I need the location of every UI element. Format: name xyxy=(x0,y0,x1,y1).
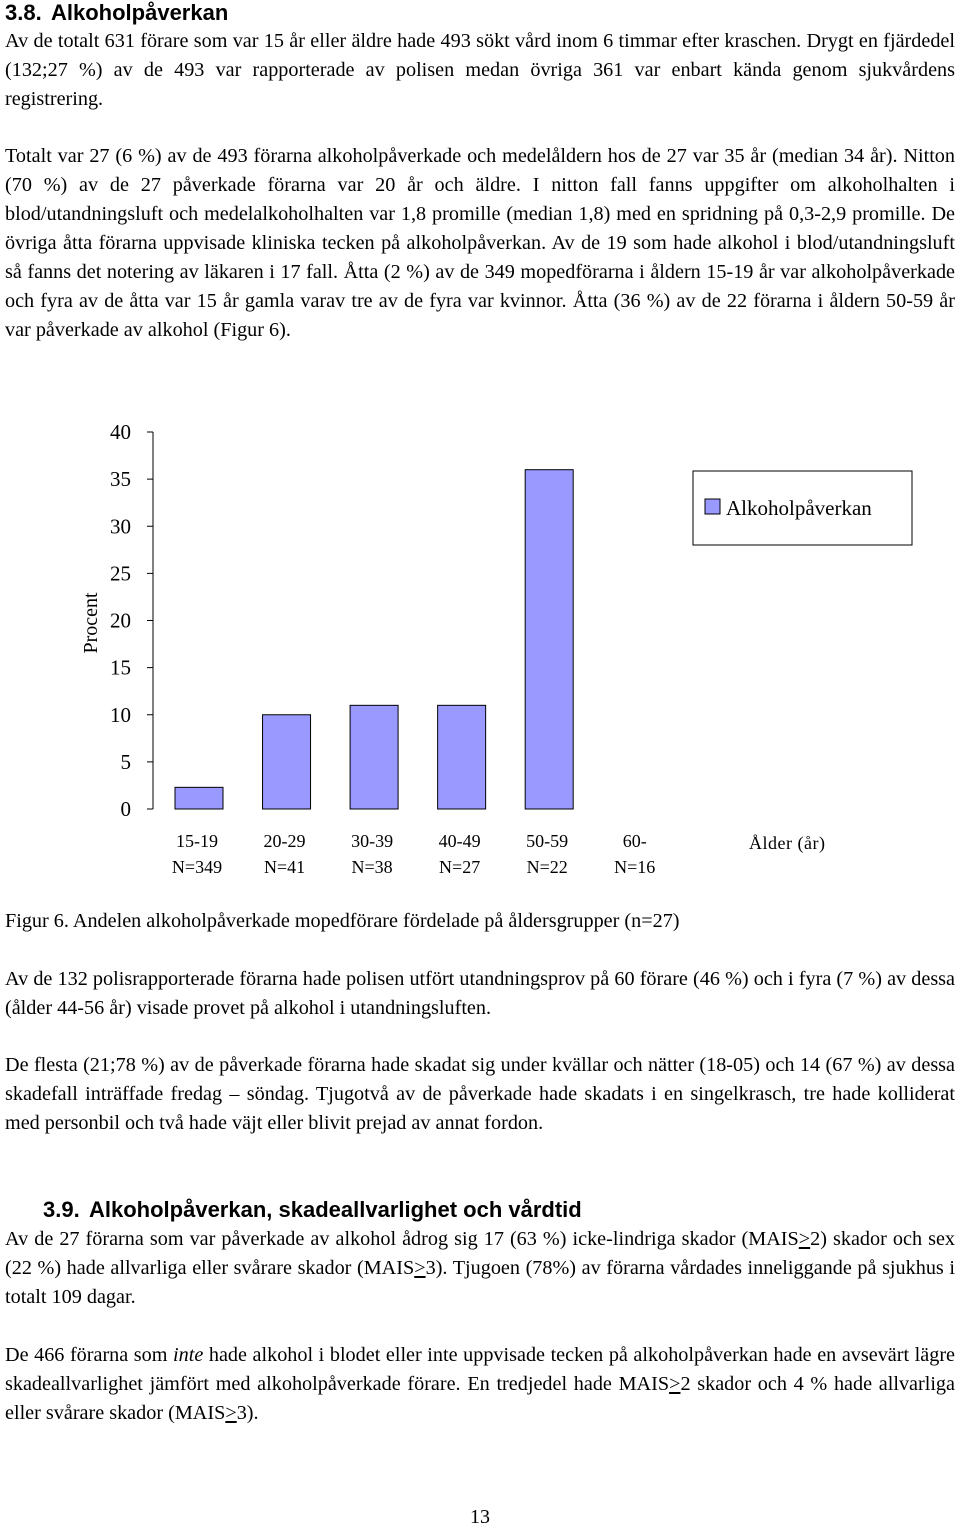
section-number: 3.9. xyxy=(43,1197,80,1222)
text-run: 2 skador och 4 % hade allvarliga eller svårare skador (MAIS xyxy=(5,1373,955,1424)
y-axis-label: Procent xyxy=(80,592,102,654)
ge-symbol: > xyxy=(669,1373,681,1395)
x-tick-label: 30-39 xyxy=(351,831,394,851)
y-tick-label: 5 xyxy=(120,749,131,774)
section-title: Alkoholpåverkan, skadeallvarlighet och vårdtid xyxy=(89,1197,582,1222)
y-tick-label: 30 xyxy=(110,514,131,539)
legend-swatch xyxy=(705,499,720,514)
legend xyxy=(693,471,912,545)
section-heading-3-8 xyxy=(5,0,228,26)
x-tick-sample-size: N=22 xyxy=(526,857,568,875)
x-tick-label: 20-29 xyxy=(263,831,306,851)
bar xyxy=(175,787,223,809)
text-run: 3). xyxy=(236,1402,259,1424)
section-title: Alkoholpåverkan xyxy=(51,0,229,25)
paragraph-alcohol-summary: Totalt var 27 (6 %) av de 493 förarna alkoholpåverkade och medelåldern hos de 27 var 35 år (median 34 år). Nitton (70 %) av de 27 påverkade förarna var 20 år och äldre. I nitton fall fanns uppgifter om alkoholhalten i blod/utandningsluft och medelalkoholhalten var 1,8 promille (median 1,8) med en spridning på 0,3-2,9 promille. De övriga åtta förarna uppvisade kliniska tecken på alkoholpåverkan. Av de 19 som hade alkohol i blod/utandningsluft så fanns det notering av läkaren i 17 fall. Åtta (2 %) av de 349 mopedförarna i åldern 15-19 år var alkoholpåverkade och fyra av de åtta var 15 år gamla varav tre av de fyra var kvinnor. Åtta (36 %) av de 22 förarna i åldern 50-59 år var påverkade av alkohol (Figur 6). xyxy=(5,145,955,341)
x-tick-label: 60- xyxy=(622,831,647,851)
x-tick-sample-size: N=38 xyxy=(351,857,393,875)
page-number: 13 xyxy=(470,1506,490,1528)
bar xyxy=(525,470,573,809)
bar-chart xyxy=(5,415,955,875)
x-tick-label: 15-19 xyxy=(176,831,218,851)
text-run: 3). Tjugoen (78%) av förarna vårdades inneliggande på sjukhus i totalt 109 dagar. xyxy=(5,1257,955,1308)
x-axis-label: Ålder (år) xyxy=(749,833,826,853)
bars xyxy=(175,470,573,809)
x-tick-sample-size: N=41 xyxy=(263,857,306,875)
x-axis-labels xyxy=(172,831,655,875)
ge-symbol: > xyxy=(798,1228,811,1250)
paragraph-time-of-day: De flesta (21;78 %) av de påverkade förarna hade skadat sig under kvällar och nätter (18-05) och 14 (67 %) av dessa skadefall inträffade fredag – söndag. Tjugotvå av de påverkade hade skadats i en singelkrasch, tre hade kolliderat med personbil och två hade väjt eller blivit prejad av annat fordon. xyxy=(5,1054,955,1134)
bar xyxy=(263,715,311,809)
legend-label: Alkoholpåverkan xyxy=(726,496,872,520)
x-tick-label: 50-59 xyxy=(526,831,569,851)
ge-symbol: > xyxy=(225,1402,237,1424)
y-tick-label: 15 xyxy=(110,655,131,680)
text-run: Av de 27 förarna som var påverkade av alkohol ådrog sig 17 (63 %) icke-lindriga skador (MAIS xyxy=(5,1228,799,1250)
paragraph-breath-test: Av de 132 polisrapporterade förarna hade polisen utfört utandningsprov på 60 förare (46 %) och i fyra (7 %) av dessa (ålder 44-56 år) visade provet på alkohol i utandningsluften. xyxy=(5,968,955,1019)
x-tick-sample-size: N=27 xyxy=(439,857,481,875)
paragraph-injury-severity xyxy=(5,1225,955,1312)
bar xyxy=(438,705,486,809)
section-heading-3-9 xyxy=(43,1197,582,1223)
section-number: 3.8. xyxy=(5,0,42,25)
text-run: De 466 förarna som xyxy=(5,1344,174,1366)
paragraph-non-alcohol xyxy=(5,1341,955,1428)
paragraph-intro: Av de totalt 631 förare som var 15 år eller äldre hade 493 sökt vård inom 6 timmar efter kraschen. Drygt en fjärdedel (132;27 %) av de 493 var rapporterade av polisen medan övriga 361 var enbart kända genom sjukvårdens registrering. xyxy=(5,30,955,110)
ge-symbol: > xyxy=(414,1257,426,1279)
y-tick-label: 35 xyxy=(110,467,131,492)
text-run: hade alkohol i blodet eller inte uppvisade tecken på alkoholpåverkan hade en avsevärt lägre skadeallvarlighet jämfört med alkoholpåverkade förare. En tredjedel hade MAIS xyxy=(5,1344,955,1395)
y-tick-label: 0 xyxy=(120,797,131,821)
x-tick-sample-size: N=349 xyxy=(171,857,223,875)
y-tick-label: 20 xyxy=(110,608,131,633)
figure-caption: Figur 6. Andelen alkoholpåverkade mopedförare fördelade på åldersgrupper (n=27) xyxy=(5,910,680,932)
y-tick-label: 40 xyxy=(110,420,131,444)
emphasis: inte xyxy=(173,1344,204,1366)
x-tick-label: 40-49 xyxy=(438,831,481,851)
x-tick-sample-size: N=16 xyxy=(614,857,656,875)
bar xyxy=(350,705,398,809)
y-axis xyxy=(110,420,153,821)
y-tick-label: 25 xyxy=(110,561,131,586)
y-tick-label: 10 xyxy=(110,702,131,727)
text-run: 2) skador och sex (22 %) hade allvarliga eller svårare skador (MAIS xyxy=(5,1228,955,1279)
